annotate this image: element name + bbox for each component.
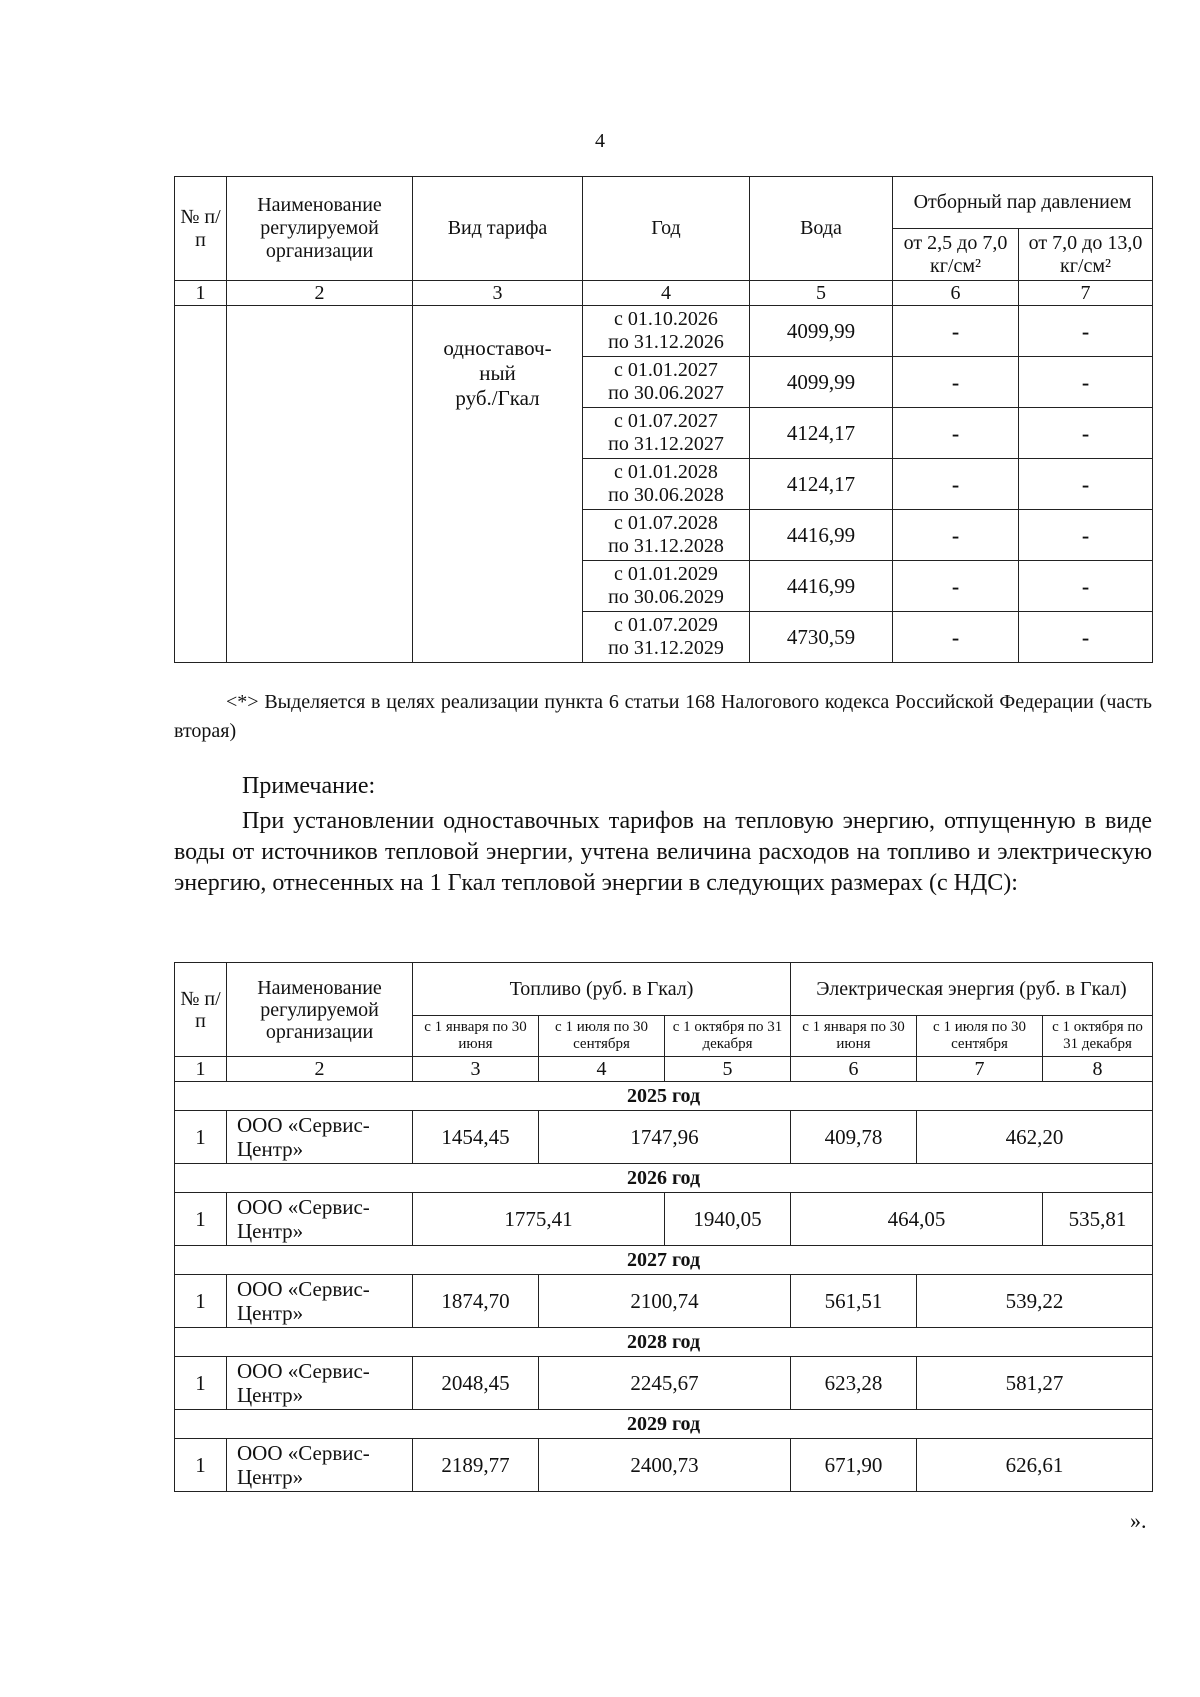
- electricity-value: 535,81: [1043, 1193, 1153, 1246]
- tariff-table: [174, 176, 1153, 663]
- electricity-value: 671,90: [791, 1439, 917, 1492]
- column-numbers-row: [175, 1057, 1153, 1082]
- period-to: по 30.06.2027: [608, 382, 724, 404]
- header-fuel: Топливо (руб. в Гкал): [413, 963, 791, 1016]
- period-from: с 01.01.2027: [614, 359, 718, 381]
- electricity-value: 561,51: [791, 1275, 917, 1328]
- year-header: 2029 год: [175, 1410, 1153, 1439]
- period-to: по 30.06.2029: [608, 586, 724, 608]
- header-steam-high: от 7,0 до 13,0 кг/см²: [1019, 229, 1153, 281]
- fuel-value: 1454,45: [413, 1111, 539, 1164]
- row-number: 1: [175, 1193, 227, 1246]
- electricity-value: 581,27: [917, 1357, 1153, 1410]
- header-org: Наименование регулируемой организации: [227, 177, 413, 281]
- steam-high-tariff: -: [1019, 561, 1153, 612]
- column-number: 6: [893, 281, 1019, 306]
- water-tariff: 4416,99: [750, 510, 893, 561]
- empty-org-cell: [227, 306, 413, 663]
- header-org: Наименование регулируемой организации: [227, 963, 413, 1057]
- empty-num-cell: [175, 306, 227, 663]
- table-row: [175, 1111, 1153, 1164]
- steam-low-tariff: -: [893, 408, 1019, 459]
- column-number: 8: [1043, 1057, 1153, 1082]
- table-row: [175, 1357, 1153, 1410]
- water-tariff: 4416,99: [750, 561, 893, 612]
- row-number: 1: [175, 1357, 227, 1410]
- period-cell: [583, 306, 750, 357]
- tariff-type-line: одноставоч-: [443, 336, 552, 360]
- cost-table: [174, 962, 1153, 1492]
- period-from: с 01.10.2026: [614, 308, 718, 330]
- fuel-value: 1874,70: [413, 1275, 539, 1328]
- row-number: 1: [175, 1275, 227, 1328]
- header-water: Вода: [750, 177, 893, 281]
- year-header: 2027 год: [175, 1246, 1153, 1275]
- column-number: 4: [539, 1057, 665, 1082]
- tariff-type-line: руб./Гкал: [455, 386, 540, 410]
- tariff-type-line: ный: [479, 361, 516, 385]
- fuel-value: 1775,41: [413, 1193, 665, 1246]
- table-row: [175, 1193, 1153, 1246]
- note-text: При установлении одноставочных тарифов на тепловую энергию, отпущенную в виде воды от источников тепловой энергии, учтена величина расходов на топливо и электрическую энергию, отнесенных на 1 Гкал тепловой энергии в следующих размерах (с НДС):: [174, 808, 1152, 896]
- period-from: с 01.07.2029: [614, 614, 718, 636]
- period-to: по 31.12.2026: [608, 331, 724, 353]
- tariff-type-cell: [413, 306, 583, 663]
- org-name: ООО «Сервис-Центр»: [227, 1357, 413, 1410]
- water-tariff: 4099,99: [750, 357, 893, 408]
- period-from: с 01.01.2029: [614, 563, 718, 585]
- period-from: с 01.07.2027: [614, 410, 718, 432]
- year-header: 2028 год: [175, 1328, 1153, 1357]
- steam-high-tariff: -: [1019, 459, 1153, 510]
- electricity-value: 409,78: [791, 1111, 917, 1164]
- year-header: 2025 год: [175, 1082, 1153, 1111]
- column-numbers-row: [175, 281, 1153, 306]
- column-number: 2: [227, 281, 413, 306]
- electricity-value: 539,22: [917, 1275, 1153, 1328]
- footnote: <*> Выделяется в целях реализации пункта 6 статьи 168 Налогового кодекса Российской Федерации (часть вторая): [174, 691, 1152, 742]
- fuel-value: 1747,96: [539, 1111, 791, 1164]
- column-number: 1: [175, 1057, 227, 1082]
- header-steam: Отборный пар давлением: [893, 177, 1153, 229]
- column-number: 1: [175, 281, 227, 306]
- header-period: с 1 января по 30 июня: [413, 1016, 539, 1057]
- fuel-value: 2189,77: [413, 1439, 539, 1492]
- row-number: 1: [175, 1111, 227, 1164]
- period-to: по 31.12.2027: [608, 433, 724, 455]
- row-number: 1: [175, 1439, 227, 1492]
- header-num: № п/п: [175, 177, 227, 281]
- closing-quote: ».: [1130, 1508, 1147, 1533]
- column-number: 6: [791, 1057, 917, 1082]
- electricity-value: 626,61: [917, 1439, 1153, 1492]
- steam-high-tariff: -: [1019, 306, 1153, 357]
- period-to: по 30.06.2028: [608, 484, 724, 506]
- fuel-value: 2400,73: [539, 1439, 791, 1492]
- period-to: по 31.12.2028: [608, 535, 724, 557]
- fuel-value: 1940,05: [665, 1193, 791, 1246]
- steam-high-tariff: -: [1019, 510, 1153, 561]
- org-name: ООО «Сервис-Центр»: [227, 1275, 413, 1328]
- column-number: 2: [227, 1057, 413, 1082]
- header-steam-low: от 2,5 до 7,0 кг/см²: [893, 229, 1019, 281]
- column-number: 3: [413, 281, 583, 306]
- period-cell: [583, 612, 750, 663]
- org-name: ООО «Сервис-Центр»: [227, 1111, 413, 1164]
- period-cell: [583, 561, 750, 612]
- table-row: [175, 1275, 1153, 1328]
- period-from: с 01.07.2028: [614, 512, 718, 534]
- column-number: 5: [750, 281, 893, 306]
- fuel-value: 2100,74: [539, 1275, 791, 1328]
- electricity-value: 462,20: [917, 1111, 1153, 1164]
- fuel-value: 2245,67: [539, 1357, 791, 1410]
- electricity-value: 464,05: [791, 1193, 1043, 1246]
- header-year: Год: [583, 177, 750, 281]
- header-electricity: Электрическая энергия (руб. в Гкал): [791, 963, 1153, 1016]
- period-to: по 31.12.2029: [608, 637, 724, 659]
- water-tariff: 4730,59: [750, 612, 893, 663]
- water-tariff: 4099,99: [750, 306, 893, 357]
- year-header: 2026 год: [175, 1164, 1153, 1193]
- steam-low-tariff: -: [893, 357, 1019, 408]
- steam-low-tariff: -: [893, 510, 1019, 561]
- period-from: с 01.01.2028: [614, 461, 718, 483]
- header-period: с 1 июля по 30 сентября: [917, 1016, 1043, 1057]
- header-period: с 1 января по 30 июня: [791, 1016, 917, 1057]
- column-number: 3: [413, 1057, 539, 1082]
- steam-high-tariff: -: [1019, 357, 1153, 408]
- column-number: 7: [917, 1057, 1043, 1082]
- water-tariff: 4124,17: [750, 459, 893, 510]
- steam-low-tariff: -: [893, 561, 1019, 612]
- period-cell: [583, 510, 750, 561]
- column-number: 4: [583, 281, 750, 306]
- period-cell: [583, 357, 750, 408]
- fuel-value: 2048,45: [413, 1357, 539, 1410]
- header-period: с 1 июля по 30 сентября: [539, 1016, 665, 1057]
- electricity-value: 623,28: [791, 1357, 917, 1410]
- org-name: ООО «Сервис-Центр»: [227, 1193, 413, 1246]
- header-num: № п/п: [175, 963, 227, 1057]
- steam-high-tariff: -: [1019, 408, 1153, 459]
- table-row: [175, 306, 1153, 357]
- steam-high-tariff: -: [1019, 612, 1153, 663]
- header-period: с 1 октября по 31 декабря: [665, 1016, 791, 1057]
- steam-low-tariff: -: [893, 459, 1019, 510]
- page-number: 4: [595, 130, 605, 152]
- header-tariff-type: Вид тарифа: [413, 177, 583, 281]
- period-cell: [583, 459, 750, 510]
- note-title: Примечание:: [242, 773, 376, 799]
- table-row: [175, 1439, 1153, 1492]
- column-number: 7: [1019, 281, 1153, 306]
- header-period: с 1 октября по 31 декабря: [1043, 1016, 1153, 1057]
- column-number: 5: [665, 1057, 791, 1082]
- steam-low-tariff: -: [893, 612, 1019, 663]
- period-cell: [583, 408, 750, 459]
- water-tariff: 4124,17: [750, 408, 893, 459]
- org-name: ООО «Сервис-Центр»: [227, 1439, 413, 1492]
- steam-low-tariff: -: [893, 306, 1019, 357]
